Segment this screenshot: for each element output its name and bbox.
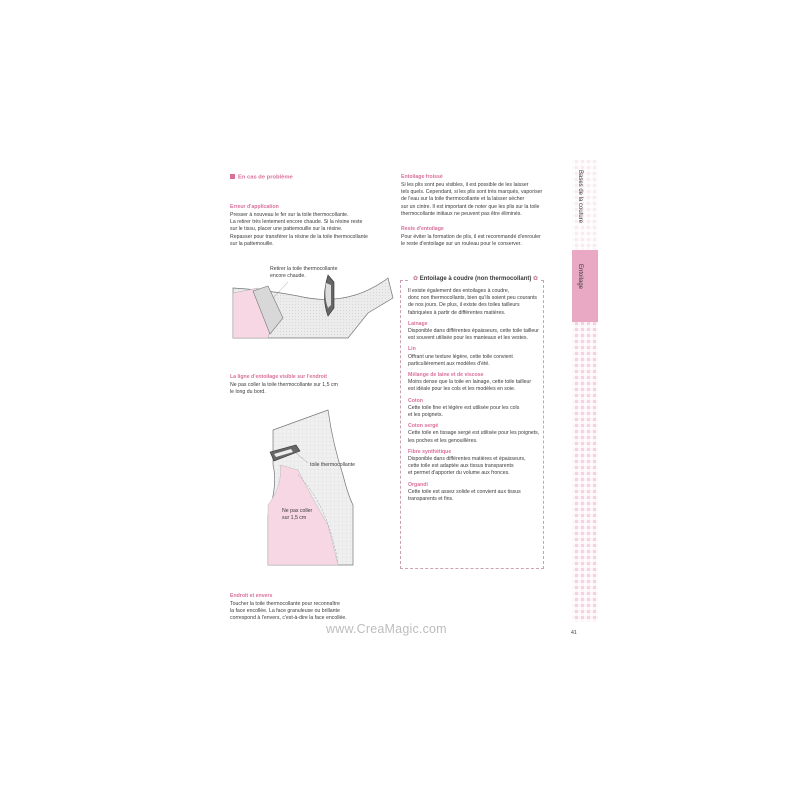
pink-square-icon (230, 174, 235, 179)
figure-interfacing-margin (258, 405, 368, 575)
box-title: ✿ Entoilage à coudre (non thermocollant) ✿ (410, 275, 541, 282)
box-section-coton: Coton Cette toile fine et légère est utilisée pour les cols et les poignets. (408, 397, 520, 419)
erreur-title: Erreur d'application (230, 204, 279, 210)
fig2-label: toile thermocollante (310, 462, 355, 468)
box-section-lin: Lin Offrant une texture légère, cette toile convient particulièrement aux modèles d'été. (408, 346, 513, 367)
box-section-fibre: Fibre synthétique Disponible dans différentes matières et épaisseurs, cette toile est adaptée aux tissus transparents et permet d'apporter du volume aux fronces. (408, 448, 526, 477)
entoilage-froisse-title: Entoilage froissé (401, 174, 443, 180)
box-section-melange: Mélange de laine et de viscose Moins dense que la toile en lainage, cette toile tailleur est idéale pour les cols et les modèles en soie. (408, 372, 532, 393)
endroit-title: Endroit et envers (230, 593, 273, 599)
tab-entoilage: Entoilage (577, 264, 583, 290)
reste-title: Reste d'entoilage (401, 226, 444, 232)
page-number: 41 (571, 630, 577, 636)
tab-bases-de-la-couture: Bases de la couture (577, 170, 583, 224)
tab-bases-bg (572, 160, 598, 248)
box-section-coton-serge: Coton sergé Cette toile en tissage sergé est utilisée pour les poignets, les poches et les genouillères. (408, 423, 540, 444)
fig1-label: Retirer la toile thermocollante encore chaude. (270, 266, 338, 280)
reste-text: Pour éviter la formation de plis, il est recommandé d'enrouler le reste d'entoilage sur un rouleau pour le conserver. (401, 234, 541, 248)
fig2-note: Ne pas coller sur 1,5 cm (282, 508, 313, 522)
ligne-title: La ligne d'entoilage visible sur l'endroit (230, 374, 328, 380)
tab-entoilage-bg (572, 250, 598, 322)
ligne-text: Ne pas coller la toile thermocollante sur 1,5 cm le long du bord. (230, 382, 338, 396)
box-intro: Il existe également des entoilages à coudre, donc non thermocollants, bien qu'ils soient peu courants de nos jours. De plus, il existe des toiles tailleurs fabriquées à partir de différentes matières. (408, 288, 538, 316)
watermark: www.CreaMagic.com (326, 622, 447, 636)
erreur-text: Presser à nouveau le fer sur la toile thermocollante. La retirer très lentement encore chaude. Si la résine reste sur le tissu, placer une pattemouille sur la résine. Repasser pour transférer la résine de la toile thermocollante sur la pattemouille. (230, 212, 368, 247)
section-heading: En cas de problème (230, 174, 293, 181)
box-section-lainage: Lainage Disponible dans différentes épaisseurs, cette toile tailleur est souvent utilisée pour les manteaux et les vestes. (408, 320, 539, 342)
entoilage-froisse-text: Si les plis sont peu visibles, il est possible de les laisser tels quels. Cependant, si les plis sont très marqués, vaporiser de l'eau sur la toile thermocollante et la laisser sécher sur un cintre. Il est important de noter que les plis sur la toile thermocollante initiaux ne peuvent pas être éliminés. (401, 182, 543, 217)
box-section-organdi: Organdi Cette toile est assez solide et convient aux tissus transparents et fins. (408, 481, 521, 503)
box-content (408, 288, 540, 503)
endroit-text: Toucher la toile thermocollante pour reconnaître la face encollée. La face granuleuse ou brillante correspond à l'envers, c'est-à-dire la face encollée. (230, 601, 347, 622)
